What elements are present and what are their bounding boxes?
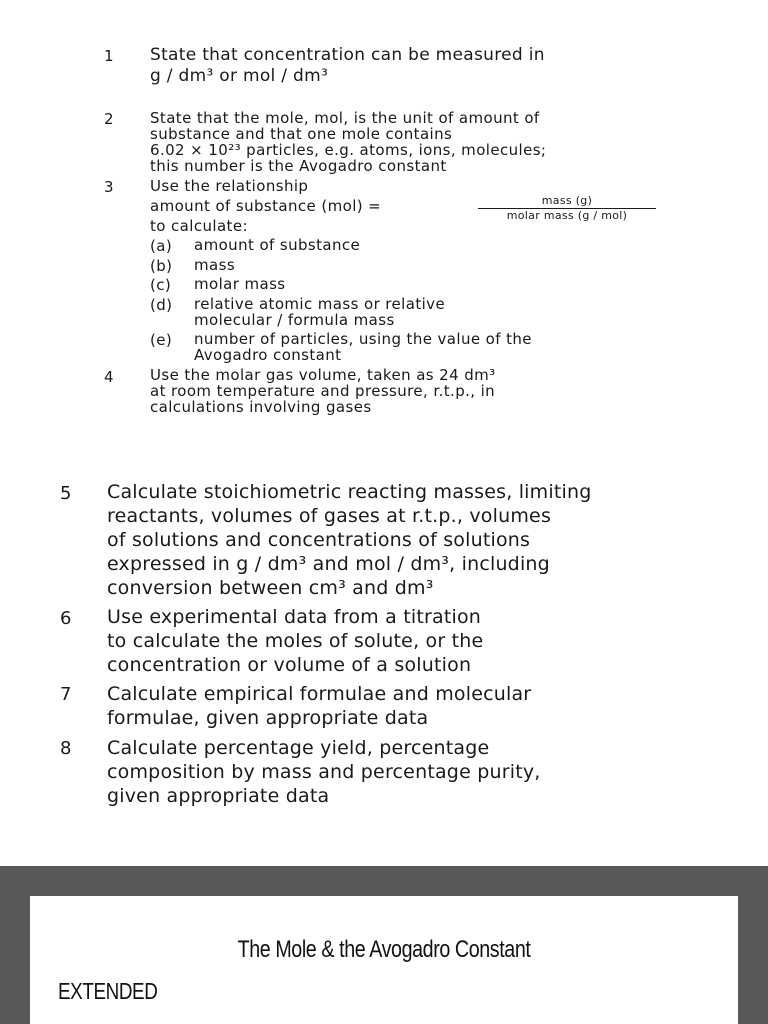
subitem-text: mass — [194, 256, 236, 274]
objective-number: 7 — [60, 684, 72, 705]
subitem-label: (e) — [150, 331, 173, 349]
subitem-text: number of particles, using the value of the Avogadro constant — [194, 330, 532, 364]
objective-text: Use experimental data from a titration to calculate the moles of solute, or the concentration or volume of a solution — [107, 606, 484, 676]
formula-fraction — [478, 194, 656, 222]
subitem-label: (c) — [150, 276, 172, 294]
objective-number: 2 — [104, 110, 114, 128]
subitem-text: molar mass — [194, 275, 286, 293]
objective-number: 8 — [60, 738, 72, 759]
title-card — [30, 896, 738, 1024]
extended-label: EXTENDED — [58, 978, 158, 1004]
fraction-denominator: molar mass (g / mol) — [478, 208, 656, 222]
objective-text: Use the molar gas volume, taken as 24 dm³ at room temperature and pressure, r.t.p., in calculations involving gases — [150, 366, 496, 416]
formula-lhs: amount of substance (mol) = — [150, 197, 382, 215]
subitem-label: (b) — [150, 257, 173, 275]
objective-number: 3 — [104, 178, 114, 196]
subitem-text: amount of substance — [194, 236, 361, 254]
fraction-numerator: mass (g) — [541, 194, 593, 207]
objective-text: Calculate percentage yield, percentage composition by mass and percentage purity, given appropriate data — [107, 737, 541, 807]
subitem-text: relative atomic mass or relative molecular / formula mass — [194, 295, 446, 329]
objective-text: Calculate stoichiometric reacting masses, limiting reactants, volumes of gases at r.t.p., volumes of solutions and concentrations of solutions expressed in g / dm³ and mol / dm³, including conversion between cm³ and dm³ — [107, 481, 592, 599]
card-title: The Mole & the Avogadro Constant — [237, 936, 531, 963]
subitem-label: (a) — [150, 237, 173, 255]
objective-text: Calculate empirical formulae and molecular formulae, given appropriate data — [107, 683, 532, 729]
objective-text: to calculate: — [150, 217, 248, 235]
objective-text: Use the relationship — [150, 177, 309, 195]
objective-number: 4 — [104, 368, 114, 386]
objective-text: State that concentration can be measured in g / dm³ or mol / dm³ — [150, 45, 545, 86]
objective-number: 1 — [104, 47, 114, 65]
objective-number: 6 — [60, 608, 72, 629]
objective-number: 5 — [60, 483, 72, 504]
objective-text: State that the mole, mol, is the unit of amount of substance and that one mole contains 6.02 × 10²³ particles, e.g. atoms, ions, molecules; this number is the Avogadro constant — [150, 109, 547, 175]
subitem-label: (d) — [150, 296, 173, 314]
